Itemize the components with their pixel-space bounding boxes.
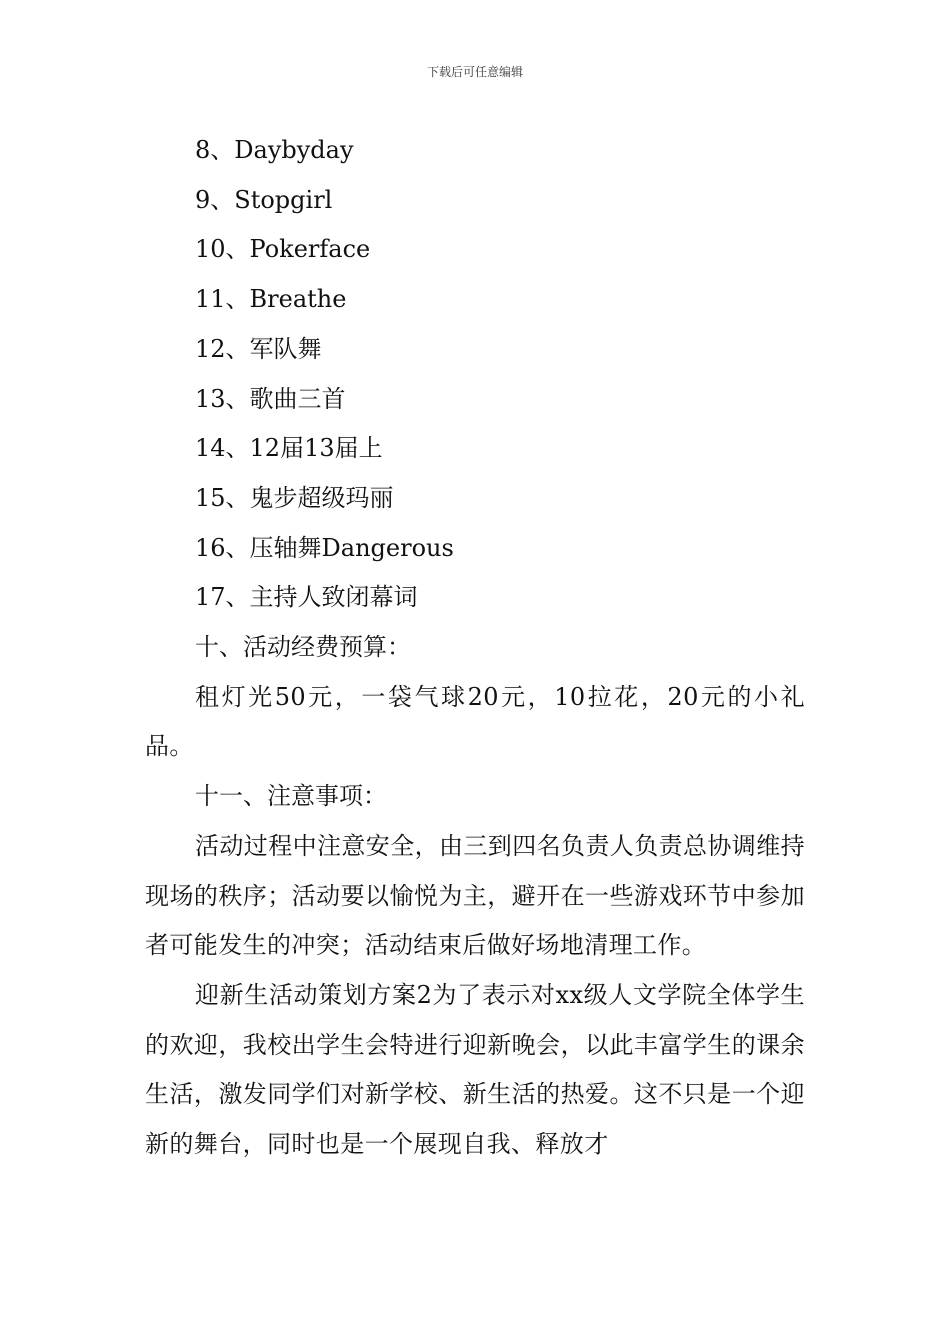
notes-paragraph: 活动过程中注意安全，由三到四名负责人负责总协调维持现场的秩序；活动要以愉悦为主，避开在一些游戏环节中参加者可能发生的冲突；活动结束后做好场地清理工作。 xyxy=(145,831,805,960)
program-item: 16、压轴舞Dangerous xyxy=(195,533,454,562)
page-header-note: 下载后可任意编辑 xyxy=(426,65,523,79)
section-title-notes: 十一、注意事项： xyxy=(195,782,387,811)
section-title-budget: 十、活动经费预算： xyxy=(195,633,411,662)
document-body xyxy=(145,126,805,1170)
program-item: 14、12届13届上 xyxy=(195,434,383,463)
program-item: 17、主持人致闭幕词 xyxy=(195,583,418,612)
program-item: 10、Pokerface xyxy=(195,235,371,264)
program-item: 8、Daybyday xyxy=(195,136,354,164)
program-item: 12、军队舞 xyxy=(195,334,322,363)
program-item: 15、鬼步超级玛丽 xyxy=(195,483,394,512)
program-list xyxy=(145,126,805,623)
program-item: 11、Breathe xyxy=(195,285,347,314)
intro-paragraph: 迎新生活动策划方案2为了表示对xx级人文学院全体学生的欢迎，我校出学生会特进行迎新晚会，以此丰富学生的课余生活，激发同学们对新学校、新生活的热爱。这不只是一个迎新的舞台，同时也是一个展现自我、释放才 xyxy=(145,980,805,1159)
program-item: 9、Stopgirl xyxy=(195,185,333,214)
budget-paragraph: 租灯光50元，一袋气球20元，10拉花，20元的小礼品。 xyxy=(145,682,805,761)
program-item: 13、歌曲三首 xyxy=(195,384,346,413)
